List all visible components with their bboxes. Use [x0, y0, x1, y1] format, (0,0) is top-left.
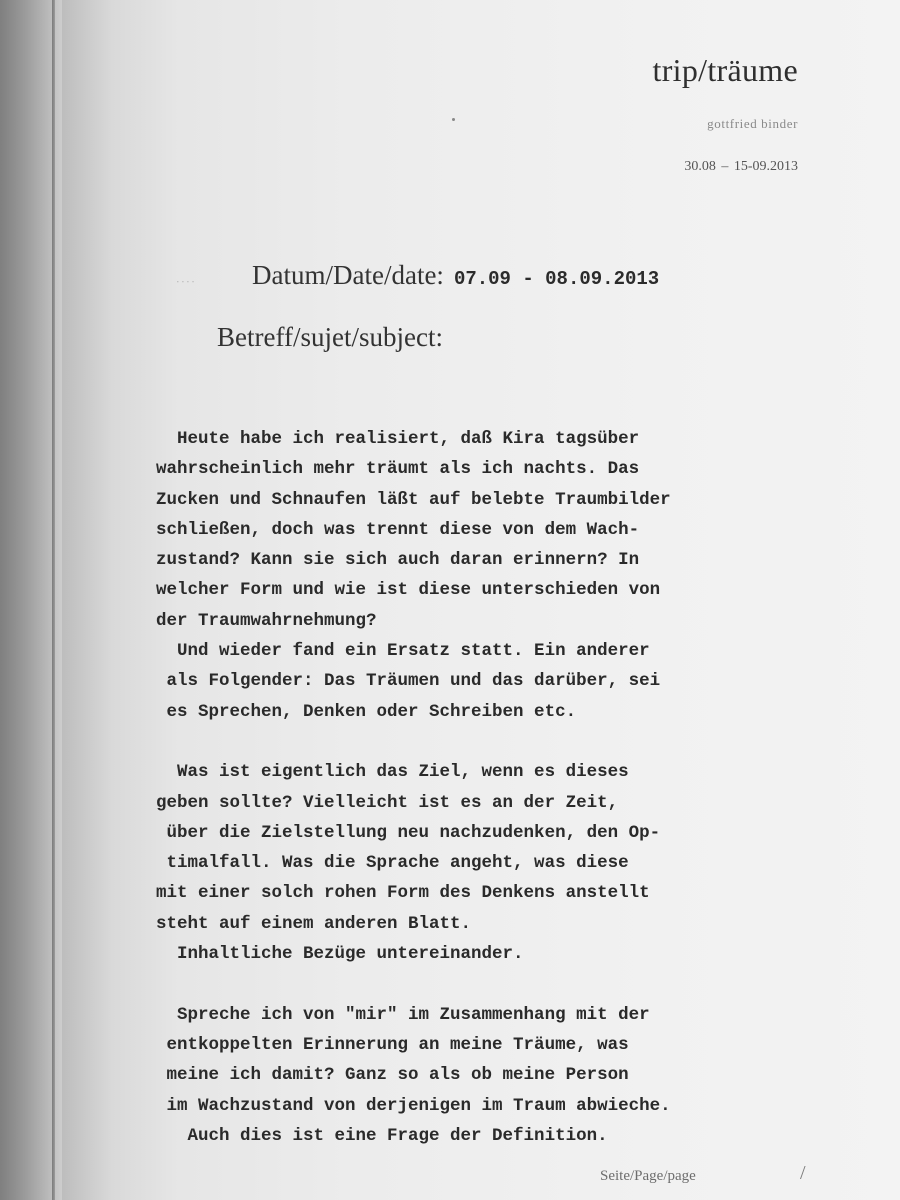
body-line: wahrscheinlich mehr träumt als ich nachts. Das	[156, 459, 640, 480]
body-line: Was ist eigentlich das Ziel, wenn es dieses	[156, 762, 629, 783]
body-line	[156, 727, 766, 757]
body-line: welcher Form und wie ist diese unterschieden von	[156, 580, 661, 601]
body-line: Auch dies ist eine Frage der Definition.	[156, 1125, 608, 1146]
paper-speck	[452, 118, 455, 121]
body-line: mit einer solch rohen Form des Denkens anstellt	[156, 883, 650, 904]
book-spine-edge	[52, 0, 55, 1200]
body-line: der Traumwahrnehmung?	[156, 610, 377, 631]
body-line: im Wachzustand von derjenigen im Traum abwieche.	[156, 1095, 671, 1116]
page-number: /	[800, 1162, 806, 1184]
body-line: über die Zielstellung neu nachzudenken, den Op-	[156, 822, 661, 843]
body-line: es Sprechen, Denken oder Schreiben etc.	[156, 701, 577, 722]
body-line: als Folgender: Das Träumen und das darüber, sei	[156, 671, 661, 692]
body-line: entkoppelten Erinnerung an meine Träume, was	[156, 1034, 629, 1055]
body-line: meine ich damit? Ganz so als ob meine Person	[156, 1065, 629, 1086]
typed-body-text	[156, 424, 766, 1151]
date-label: Datum/Date/date:	[252, 260, 444, 290]
body-line: zustand? Kann sie sich auch daran erinnern? In	[156, 550, 640, 571]
typewriter-smudge: ᐧᐧᐧᐧ	[176, 276, 197, 290]
body-line: timalfall. Was die Sprache angeht, was diese	[156, 853, 629, 874]
date-row	[252, 260, 659, 291]
body-line: steht auf einem anderen Blatt.	[156, 913, 472, 934]
date-value: 07.09 - 08.09.2013	[453, 268, 660, 290]
subject-label: Betreff/sujet/subject:	[217, 322, 443, 352]
body-line: Spreche ich von "mir" im Zusammenhang mit der	[156, 1004, 650, 1025]
document-title: trip/träume	[652, 52, 798, 88]
body-line: Heute habe ich realisiert, daß Kira tagsüber	[156, 429, 640, 449]
body-line: Zucken und Schnaufen läßt auf belebte Traumbilder	[156, 489, 671, 510]
page-label: Seite/Page/page	[600, 1168, 696, 1184]
body-line: schließen, doch was trennt diese von dem Wach-	[156, 519, 640, 540]
body-line: geben sollte? Vielleicht ist es an der Zeit,	[156, 792, 619, 813]
body-line: Inhaltliche Bezüge untereinander.	[156, 944, 524, 965]
body-line	[156, 969, 766, 999]
date-range: 30.08 – 15-09.2013	[684, 159, 798, 174]
body-line: Und wieder fand ein Ersatz statt. Ein anderer	[156, 641, 650, 662]
author-name: gottfried binder	[707, 116, 798, 131]
